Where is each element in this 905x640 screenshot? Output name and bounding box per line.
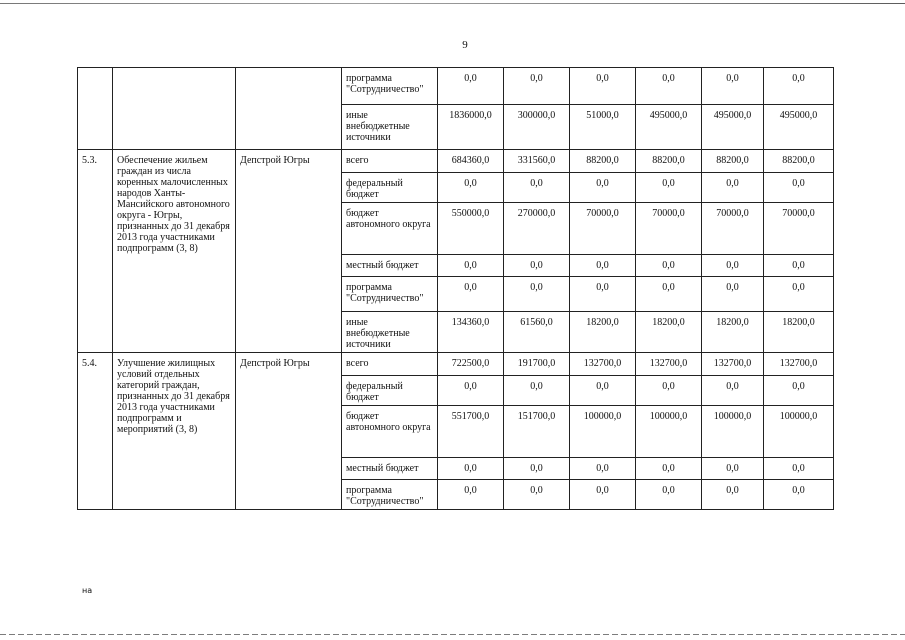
funding-source: бюджет автономного округа	[342, 203, 438, 255]
amount-cell: 100000,0	[636, 406, 702, 458]
amount-cell: 0,0	[570, 255, 636, 277]
amount-cell: 495000,0	[702, 105, 764, 150]
amount-cell: 88200,0	[570, 150, 636, 173]
amount-cell: 100000,0	[702, 406, 764, 458]
amount-cell: 134360,0	[438, 312, 504, 353]
amount-cell: 0,0	[570, 277, 636, 312]
funding-source: всего	[342, 353, 438, 376]
amount-cell: 0,0	[764, 255, 834, 277]
amount-cell: 51000,0	[570, 105, 636, 150]
amount-cell: 0,0	[570, 458, 636, 480]
amount-cell: 0,0	[702, 255, 764, 277]
funding-source: иные внебюджетные источники	[342, 312, 438, 353]
amount-cell: 0,0	[438, 173, 504, 203]
funding-source: программа "Сотрудничество"	[342, 480, 438, 510]
measure-title: Улучшение жилищных условий отдельных категорий граждан, признанных до 31 декабря 2013 года участниками подпрограмм и мероприятий (3, 8)	[113, 353, 236, 510]
amount-cell: 132700,0	[764, 353, 834, 376]
amount-cell: 61560,0	[504, 312, 570, 353]
amount-cell: 0,0	[504, 376, 570, 406]
amount-cell: 132700,0	[570, 353, 636, 376]
funding-source: программа "Сотрудничество"	[342, 277, 438, 312]
amount-cell: 0,0	[570, 68, 636, 105]
amount-cell: 18200,0	[636, 312, 702, 353]
amount-cell: 0,0	[504, 68, 570, 105]
page-number: 9	[462, 39, 468, 51]
amount-cell: 0,0	[438, 277, 504, 312]
amount-cell: 0,0	[636, 277, 702, 312]
amount-cell: 0,0	[702, 277, 764, 312]
funding-source: бюджет автономного округа	[342, 406, 438, 458]
budget-table	[77, 67, 834, 510]
amount-cell: 270000,0	[504, 203, 570, 255]
amount-cell: 0,0	[570, 173, 636, 203]
amount-cell: 88200,0	[636, 150, 702, 173]
amount-cell: 0,0	[764, 376, 834, 406]
budget-table-body	[78, 68, 834, 510]
amount-cell: 0,0	[438, 255, 504, 277]
funding-source: местный бюджет	[342, 255, 438, 277]
amount-cell: 0,0	[504, 255, 570, 277]
amount-cell: 0,0	[702, 68, 764, 105]
funding-source: федеральный бюджет	[342, 173, 438, 203]
amount-cell: 100000,0	[570, 406, 636, 458]
amount-cell: 722500,0	[438, 353, 504, 376]
amount-cell: 88200,0	[702, 150, 764, 173]
amount-cell: 684360,0	[438, 150, 504, 173]
amount-cell: 0,0	[764, 68, 834, 105]
amount-cell: 191700,0	[504, 353, 570, 376]
table-row	[78, 150, 834, 173]
amount-cell: 100000,0	[764, 406, 834, 458]
amount-cell: 70000,0	[764, 203, 834, 255]
scan-edge-bottom	[0, 634, 905, 635]
measure-code: 5.4.	[78, 353, 113, 510]
amount-cell: 0,0	[504, 173, 570, 203]
measure-code: 5.3.	[78, 150, 113, 353]
scan-edge-top	[0, 3, 905, 4]
amount-cell: 0,0	[438, 458, 504, 480]
amount-cell: 18200,0	[570, 312, 636, 353]
table-row	[78, 353, 834, 376]
amount-cell: 70000,0	[702, 203, 764, 255]
funding-source: всего	[342, 150, 438, 173]
measure-executor: Депстрой Югры	[236, 150, 342, 353]
amount-cell: 70000,0	[636, 203, 702, 255]
amount-cell: 0,0	[764, 458, 834, 480]
table-row	[78, 68, 834, 105]
amount-cell: 495000,0	[636, 105, 702, 150]
amount-cell: 0,0	[504, 480, 570, 510]
amount-cell: 0,0	[764, 173, 834, 203]
amount-cell: 0,0	[764, 277, 834, 312]
amount-cell: 0,0	[438, 376, 504, 406]
amount-cell: 18200,0	[764, 312, 834, 353]
amount-cell: 151700,0	[504, 406, 570, 458]
amount-cell: 0,0	[438, 68, 504, 105]
amount-cell: 0,0	[570, 480, 636, 510]
amount-cell: 0,0	[636, 68, 702, 105]
amount-cell: 70000,0	[570, 203, 636, 255]
amount-cell: 0,0	[702, 173, 764, 203]
measure-title	[113, 68, 236, 150]
amount-cell: 550000,0	[438, 203, 504, 255]
measure-executor: Депстрой Югры	[236, 353, 342, 510]
funding-source: федеральный бюджет	[342, 376, 438, 406]
amount-cell: 0,0	[570, 376, 636, 406]
amount-cell: 88200,0	[764, 150, 834, 173]
amount-cell: 0,0	[504, 458, 570, 480]
amount-cell: 0,0	[438, 480, 504, 510]
amount-cell: 0,0	[636, 255, 702, 277]
amount-cell: 18200,0	[702, 312, 764, 353]
amount-cell: 300000,0	[504, 105, 570, 150]
measure-code	[78, 68, 113, 150]
funding-source: программа "Сотрудничество"	[342, 68, 438, 105]
measure-title: Обеспечение жильем граждан из числа коренных малочисленных народов Ханты-Мансийского автономного округа - Югры, признанных до 31 декабря 2013 года участниками подпрограмм (3, 8)	[113, 150, 236, 353]
amount-cell: 0,0	[636, 480, 702, 510]
funding-source: местный бюджет	[342, 458, 438, 480]
amount-cell: 331560,0	[504, 150, 570, 173]
measure-executor	[236, 68, 342, 150]
amount-cell: 0,0	[702, 480, 764, 510]
amount-cell: 495000,0	[764, 105, 834, 150]
amount-cell: 132700,0	[636, 353, 702, 376]
footer-mark: на	[82, 586, 93, 595]
amount-cell: 0,0	[504, 277, 570, 312]
amount-cell: 551700,0	[438, 406, 504, 458]
amount-cell: 0,0	[636, 173, 702, 203]
amount-cell: 1836000,0	[438, 105, 504, 150]
amount-cell: 0,0	[702, 376, 764, 406]
amount-cell: 0,0	[636, 376, 702, 406]
amount-cell: 132700,0	[702, 353, 764, 376]
amount-cell: 0,0	[636, 458, 702, 480]
amount-cell: 0,0	[702, 458, 764, 480]
funding-source: иные внебюджетные источники	[342, 105, 438, 150]
amount-cell: 0,0	[764, 480, 834, 510]
